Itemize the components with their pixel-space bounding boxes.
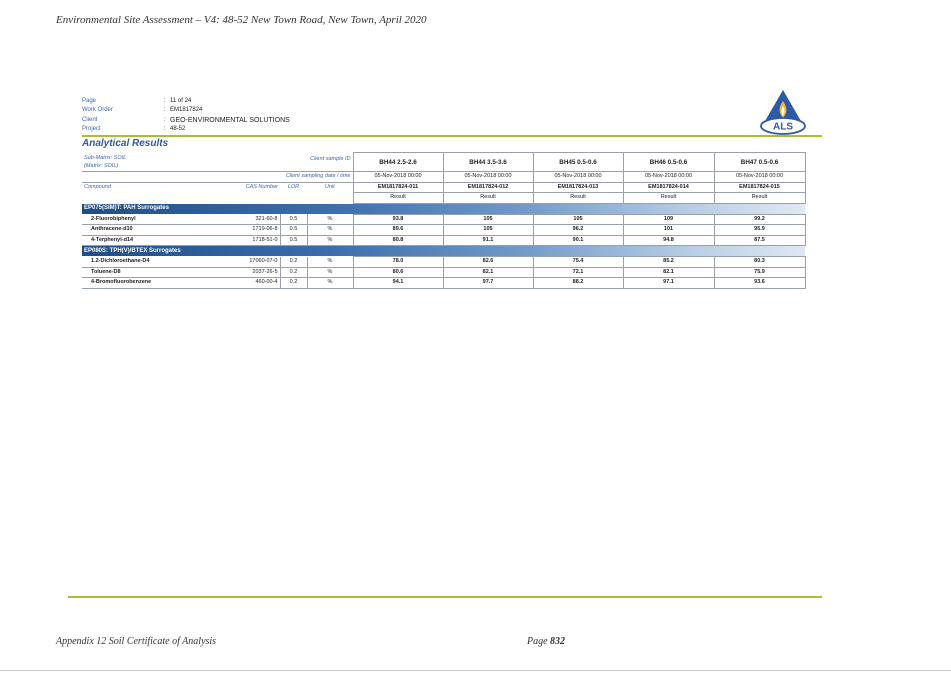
sample-id: BH46 0.5-0.6: [623, 153, 714, 172]
section-title-pah: EP075(SIM)T: PAH Surrogates: [82, 203, 805, 214]
sample-id: BH44 3.5-3.6: [443, 153, 533, 172]
lab-id: EM1817824-011: [353, 182, 443, 193]
sample-id-row: [82, 153, 805, 172]
compound-name: Toluene-D8: [82, 267, 224, 278]
section-header-pah: [82, 203, 805, 214]
unit-value: %: [307, 235, 353, 246]
unit-value: %: [307, 225, 353, 236]
meta-row-project: Project : 48-52: [82, 125, 290, 134]
sample-id: BH45 0.5-0.6: [533, 153, 623, 172]
result-label-row: [82, 193, 805, 204]
result-value: 109: [623, 214, 714, 225]
sampling-date: 05-Nov-2018 00:00: [533, 172, 623, 183]
matrix-label: Sub-Matrix: SOIL (Matrix: SOIL): [84, 154, 127, 169]
result-value: 94.8: [623, 235, 714, 246]
lor-value: 0.5: [280, 214, 307, 225]
result-value: 90.1: [533, 235, 623, 246]
result-value: 88.2: [533, 278, 623, 289]
result-value: 89.6: [353, 225, 443, 236]
meta-value: GEO-ENVIRONMENTAL SOLUTIONS: [170, 116, 290, 124]
meta-value: 11 of 24: [170, 98, 192, 104]
cas-number: 1719-06-8: [224, 225, 280, 236]
lab-id: EM1817824-015: [714, 182, 805, 193]
cas-number: 1718-51-0: [224, 235, 280, 246]
footer-page-number: Page 832: [527, 636, 566, 647]
compound-name: 1.2-Dichloroethane-D4: [82, 257, 224, 268]
compound-name: 4-Terphenyl-d14: [82, 235, 224, 246]
compound-name: Anthracene-d10: [82, 225, 224, 236]
unit-value: %: [307, 214, 353, 225]
table-row: [82, 278, 805, 289]
result-value: 101: [623, 225, 714, 236]
cas-header: CAS Number: [224, 182, 280, 193]
result-value: 105: [533, 214, 623, 225]
header-divider: [82, 135, 822, 137]
section-title: Analytical Results: [82, 138, 169, 149]
footer-appendix-label: Appendix 12 Soil Certificate of Analysis: [56, 636, 217, 647]
result-value: 97.7: [443, 278, 533, 289]
lab-id: EM1817824-013: [533, 182, 623, 193]
lor-header: LOR: [280, 182, 307, 193]
sampling-date-row: [82, 172, 805, 183]
result-value: 85.2: [623, 257, 714, 268]
result-value: 99.2: [714, 214, 805, 225]
compound-name: 4-Bromofluorobenzene: [82, 278, 224, 289]
logo-text: ALS: [773, 121, 793, 133]
lab-id: EM1817824-012: [443, 182, 533, 193]
meta-row-page: Page : 11 of 24: [82, 97, 290, 106]
table-row: [82, 257, 805, 268]
lor-value: 0.2: [280, 267, 307, 278]
cas-number: 321-60-8: [224, 214, 280, 225]
column-header-row: [82, 182, 805, 193]
result-value: 78.0: [353, 257, 443, 268]
table-row: [82, 214, 805, 225]
report-metadata: [82, 97, 290, 134]
lor-value: 0.5: [280, 235, 307, 246]
unit-value: %: [307, 267, 353, 278]
compound-name: 2-Fluorobiphenyl: [82, 214, 224, 225]
unit-value: %: [307, 278, 353, 289]
sampling-date: 05-Nov-2018 00:00: [623, 172, 714, 183]
meta-row-work-order: Work Order : EM1817824: [82, 106, 290, 115]
result-value: 75.4: [533, 257, 623, 268]
cas-number: 2037-26-5: [224, 267, 280, 278]
result-label: Result: [714, 193, 805, 204]
result-label: Result: [533, 193, 623, 204]
table-row: [82, 267, 805, 278]
cas-number: 17060-07-0: [224, 257, 280, 268]
lor-value: 0.2: [280, 257, 307, 268]
sampling-date: 05-Nov-2018 00:00: [714, 172, 805, 183]
result-value: 82.6: [443, 257, 533, 268]
result-value: 82.1: [443, 267, 533, 278]
unit-value: %: [307, 257, 353, 268]
lab-id: EM1817824-014: [623, 182, 714, 193]
sampling-date: 05-Nov-2018 00:00: [443, 172, 533, 183]
result-value: 91.1: [443, 235, 533, 246]
meta-label: Work Order: [82, 107, 113, 114]
cas-number: 460-00-4: [224, 278, 280, 289]
result-value: 87.5: [714, 235, 805, 246]
sampling-date-label: Client sampling date / time: [224, 172, 353, 183]
meta-label: Project: [82, 125, 101, 132]
result-label: Result: [443, 193, 533, 204]
result-label: Result: [623, 193, 714, 204]
unit-header: Unit: [307, 182, 353, 193]
client-sample-id-label: Client sample ID: [310, 155, 351, 162]
sampling-date: 05-Nov-2018 00:00: [353, 172, 443, 183]
meta-label: Page: [82, 98, 97, 104]
result-value: 75.9: [714, 267, 805, 278]
meta-value: EM1817824: [170, 107, 203, 114]
result-value: 80.8: [353, 235, 443, 246]
result-label: Result: [353, 193, 443, 204]
compound-header: Compound: [82, 182, 224, 193]
sample-id: BH47 0.5-0.6: [714, 153, 805, 172]
document-header-title: Environmental Site Assessment – V4: 48-52 New Town Road, New Town, April 2020: [56, 14, 427, 26]
result-value: 97.1: [623, 278, 714, 289]
result-value: 82.1: [623, 267, 714, 278]
als-logo: [758, 88, 808, 136]
meta-row-client: Client : GEO-ENVIRONMENTAL SOLUTIONS: [82, 116, 290, 124]
lor-value: 0.5: [280, 225, 307, 236]
footer-divider: [68, 596, 822, 598]
als-logo-icon: [758, 88, 808, 136]
result-value: 80.6: [353, 267, 443, 278]
result-value: 80.3: [714, 257, 805, 268]
table-row: [82, 235, 805, 246]
result-value: 96.2: [533, 225, 623, 236]
result-value: 95.9: [714, 225, 805, 236]
sample-id: BH44 2.5-2.6: [353, 153, 443, 172]
result-value: 93.6: [714, 278, 805, 289]
page-bottom-edge: [0, 670, 951, 671]
result-value: 93.8: [353, 214, 443, 225]
meta-value: 48-52: [170, 125, 186, 132]
section-header-btex: [82, 246, 805, 257]
result-value: 105: [443, 225, 533, 236]
lor-value: 0.2: [280, 278, 307, 289]
section-title-btex: EP080S: TPH(V)/BTEX Surrogates: [82, 246, 805, 257]
result-value: 94.1: [353, 278, 443, 289]
result-value: 105: [443, 214, 533, 225]
table-row: [82, 225, 805, 236]
result-value: 72.1: [533, 267, 623, 278]
meta-label: Client: [82, 116, 98, 123]
analytical-results-table: [82, 152, 806, 289]
